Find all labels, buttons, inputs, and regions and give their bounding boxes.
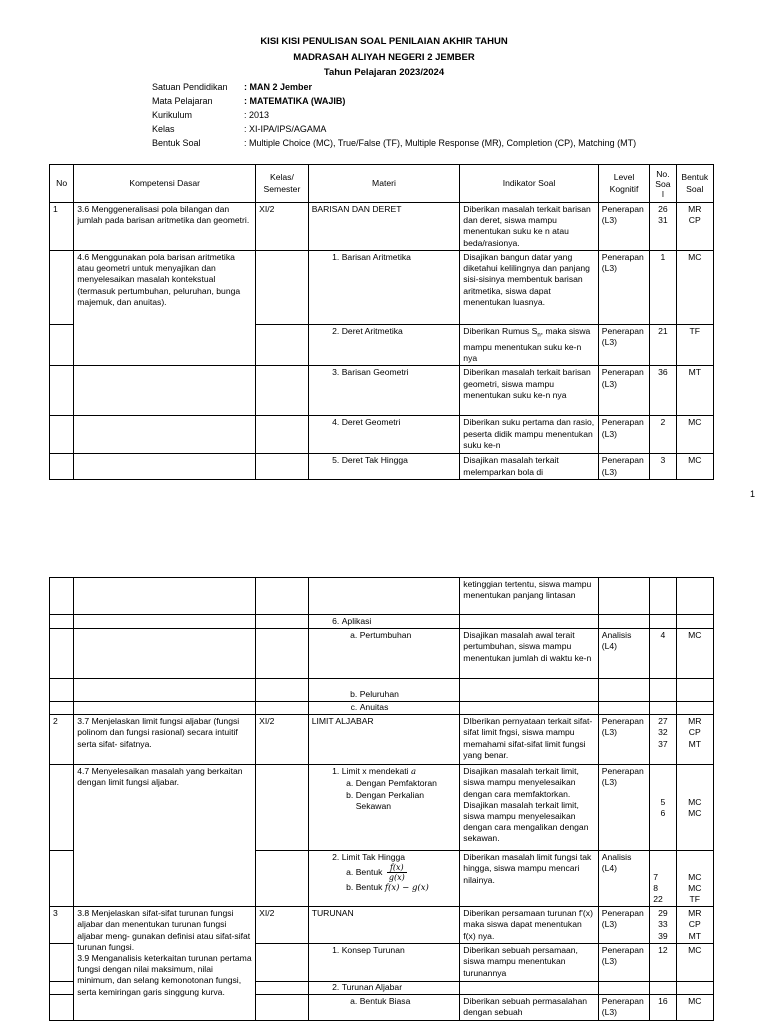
cell-indikator: Disajikan masalah awal terait pertumbuhan, siswa mampu menentukan jumlah di waktu ke-n: [460, 629, 598, 679]
cell-bentuk: MC: [676, 454, 713, 479]
doc-title-line3: Tahun Pelajaran 2023/2024: [323, 67, 445, 78]
cell-indikator: DIberikan pernyataan terkait sifat-sifat limit fngsi, siswa mampu memahami sifat-sifat limit fungsi yang benar.: [460, 715, 598, 765]
cell-materi: 5. Deret Tak Hingga: [308, 454, 460, 479]
table-row: [50, 578, 714, 615]
meta-value: : XI-IPA/IPS/AGAMA: [244, 124, 327, 134]
cell-materi: 6. Aplikasi: [308, 615, 460, 629]
cell-indikator: Diberikan masalah terkait barisan dan deret, siswa mampu menentukan suku ke n atau beda/rasionya.: [460, 203, 598, 251]
cell-nosoal: 3: [650, 454, 676, 479]
cell-level: Penerapan (L3): [598, 366, 650, 416]
cell-nosoal: 29 33 39: [650, 907, 676, 944]
meta-key: Kurikulum: [152, 110, 193, 120]
doc-title-line1: KISI KISI PENULISAN SOAL PENILAIAN AKHIR TAHUN: [260, 36, 508, 47]
cell-level: Penerapan (L3): [598, 454, 650, 479]
table-row: [50, 454, 714, 479]
meta-key: Bentuk Soal: [152, 138, 201, 148]
kisi-table-page2: [49, 577, 714, 1021]
table-row: [50, 615, 714, 629]
cell-indikator: Diberikan sebuah permasalahan dengan sebuah: [460, 995, 598, 1020]
cell-materi: LIMIT ALJABAR: [308, 715, 460, 765]
cell-kd: 3.7 Menjelaskan limit fungsi aljabar (fungsi polinom dan fungsi rasional) secara intuitif serta sifat- sifatnya.: [74, 715, 256, 765]
table-row: [50, 679, 714, 702]
table-row: [50, 203, 714, 251]
cell-level: Penerapan (L3): [598, 765, 650, 851]
cell-indikator: Diberikan sebuah persamaan, siswa mampu menentukan turunannya: [460, 944, 598, 982]
cell-bentuk: TF: [676, 325, 713, 366]
cell-materi: 4. Deret Geometri: [308, 416, 460, 454]
cell-no: 3: [50, 907, 74, 944]
cell-indikator: Diberikan suku pertama dan rasio, peserta didik mampu menentukan suku ke-n: [460, 416, 598, 454]
cell-nosoal: 16: [650, 995, 676, 1020]
table-row: [50, 907, 714, 944]
cell-kelas: XI/2: [256, 203, 309, 251]
col-header-nosoal: No. Soa l: [650, 165, 676, 203]
cell-nosoal: 26 31: [650, 203, 676, 251]
cell-indikator: Diberikan Rumus $S_n$, maka siswa mampu menentukan suku ke-n nya: [460, 325, 598, 366]
col-header-kd: Kompetensi Dasar: [74, 165, 256, 203]
meta-key: Satuan Pendidikan: [152, 82, 228, 92]
table-row: [50, 366, 714, 416]
kisi-table-page1: [49, 164, 714, 480]
meta-key: Kelas: [152, 124, 175, 134]
cell-nosoal: 7 8 22: [650, 851, 676, 907]
cell-level: Penerapan (L3): [598, 251, 650, 325]
cell-indikator: Diberikan persamaan turunan f'(x) maka siswa dapat menentukan f(x) nya.: [460, 907, 598, 944]
col-header-level: Level Kognitif: [598, 165, 650, 203]
cell-bentuk: MC: [676, 416, 713, 454]
table-row: [50, 251, 714, 325]
meta-value: : MATEMATIKA (WAJIB): [244, 96, 346, 106]
cell-nosoal: 1: [650, 251, 676, 325]
cell-nosoal: 2: [650, 416, 676, 454]
cell-materi: 1. Konsep Turunan: [308, 944, 460, 982]
cell-materi: 2. Deret Aritmetika: [308, 325, 460, 366]
cell-bentuk: MR CP: [676, 203, 713, 251]
cell-level: Analisis (L4): [598, 629, 650, 679]
cell-kd: 4.6 Menggunakan pola barisan aritmetika atau geometri untuk menyajikan dan menyelesaikan masalah kontekstual (termasuk pertumbuhan, peluruhan, bunga majemuk, dan anuitas).: [74, 251, 256, 366]
cell-bentuk: MC: [676, 251, 713, 325]
cell-materi: 1. Barisan Aritmetika: [308, 251, 460, 325]
table-row: [50, 702, 714, 715]
table-row: [50, 715, 714, 765]
cell-no: 1: [50, 203, 74, 251]
table-row: [50, 629, 714, 679]
cell-bentuk: MR CP MT: [676, 715, 713, 765]
cell-kd: 3.6 Menggeneralisasi pola bilangan dan jumlah pada barisan aritmetika dan geometri.: [74, 203, 256, 251]
table-header-row: [50, 165, 714, 203]
fraction-fx-gx: $\frac{f(x)}{g(x)}$: [388, 863, 405, 883]
meta-value: : 2013: [244, 110, 270, 120]
cell-indikator: ketinggian tertentu, siswa mampu menentukan panjang lintasan: [460, 578, 598, 615]
cell-bentuk: MT: [676, 366, 713, 416]
cell-materi: 2. Turunan Aljabar: [308, 982, 460, 995]
cell-materi: c. Anuitas: [308, 702, 460, 715]
doc-title-line2: MADRASAH ALIYAH NEGERI 2 JEMBER: [293, 52, 475, 63]
cell-bentuk: MC: [676, 944, 713, 982]
cell-level: Penerapan (L3): [598, 907, 650, 944]
meta-value: : MAN 2 Jember: [244, 82, 313, 92]
cell-level: Analisis (L4): [598, 851, 650, 907]
cell-level: Penerapan (L3): [598, 944, 650, 982]
cell-bentuk: MC MC TF: [676, 851, 713, 907]
cell-nosoal: 21: [650, 325, 676, 366]
col-header-kelas: Kelas/ Semester: [256, 165, 309, 203]
cell-materi: 2. Limit Tak Hingga a. Bentuk $\frac{f(x)}{g(x)}$ b. Bentuk f(x) − g(x): [308, 851, 460, 907]
cell-level: Penerapan (L3): [598, 416, 650, 454]
cell-materi: BARISAN DAN DERET: [308, 203, 460, 251]
cell-nosoal: 36: [650, 366, 676, 416]
cell-materi: a. Bentuk Biasa: [308, 995, 460, 1020]
cell-materi: 3. Barisan Geometri: [308, 366, 460, 416]
cell-kelas: XI/2: [256, 907, 309, 944]
col-header-no: No: [50, 165, 74, 203]
cell-no: 2: [50, 715, 74, 765]
col-header-bentuk: Bentuk Soal: [676, 165, 713, 203]
meta-key: Mata Pelajaran: [152, 96, 213, 106]
cell-level: Penerapan (L3): [598, 325, 650, 366]
cell-kd: 4.7 Menyelesaikan masalah yang berkaitan dengan limit fungsi aljabar.: [74, 765, 256, 907]
page-number: 1: [750, 489, 756, 499]
table-row: [50, 765, 714, 851]
cell-indikator: Diberikan masalah limit fungsi tak hingga, siswa mampu mencari nilainya.: [460, 851, 598, 907]
cell-nosoal: 4: [650, 629, 676, 679]
cell-nosoal: 12: [650, 944, 676, 982]
table-row: [50, 416, 714, 454]
meta-value: : Multiple Choice (MC), True/False (TF), Multiple Response (MR), Completion (CP), Matching (MT): [244, 138, 637, 148]
col-header-materi: Materi: [308, 165, 460, 203]
cell-bentuk: MC: [676, 995, 713, 1020]
cell-bentuk: MC: [676, 629, 713, 679]
cell-materi: TURUNAN: [308, 907, 460, 944]
cell-nosoal: 5 6: [650, 765, 676, 851]
cell-indikator: Diberikan masalah terkait barisan geometri, siswa mampu menentukan suku ke-n nya: [460, 366, 598, 416]
cell-level: Penerapan (L3): [598, 203, 650, 251]
cell-nosoal: 27 32 37: [650, 715, 676, 765]
cell-bentuk: MC MC: [676, 765, 713, 851]
cell-indikator: Disajikan masalah terkait limit, siswa mampu menyelesaikan dengan cara memfaktorkan. Disajikan masalah terkait limit, siswa mampu menyelesaikan dengan cara mengalikan dengan sekawan.: [460, 765, 598, 851]
cell-materi: b. Peluruhan: [308, 679, 460, 702]
cell-bentuk: MR CP MT: [676, 907, 713, 944]
cell-level: Penerapan (L3): [598, 995, 650, 1020]
cell-indikator: Disajikan masalah terkait melemparkan bola di: [460, 454, 598, 479]
col-header-indikator: Indikator Soal: [460, 165, 598, 203]
cell-level: Penerapan (L3): [598, 715, 650, 765]
cell-materi: 1. Limit x mendekati a a. Dengan Pemfaktoran b. Dengan Perkalian Sekawan: [308, 765, 460, 851]
cell-kd: 3.8 Menjelaskan sifat-sifat turunan fungsi aljabar dan menentukan turunan fungsi aljabar meng- gunakan definisi atau sifat-sifat turunan fungsi. 3.9 Menganalisis keterkaitan turunan pertama fungsi dengan nilai maksimum, nilai minimum, dan selang kemonotonan fungsi, serta kemiringan garis singgung kurva.: [74, 907, 256, 1020]
cell-kelas: XI/2: [256, 715, 309, 765]
cell-materi: a. Pertumbuhan: [308, 629, 460, 679]
cell-indikator: Disajikan bangun datar yang diketahui kelilingnya dan panjang sisi-sisinya membentuk barisan aritmetika, siswa dapat menentukan luasnya.: [460, 251, 598, 325]
